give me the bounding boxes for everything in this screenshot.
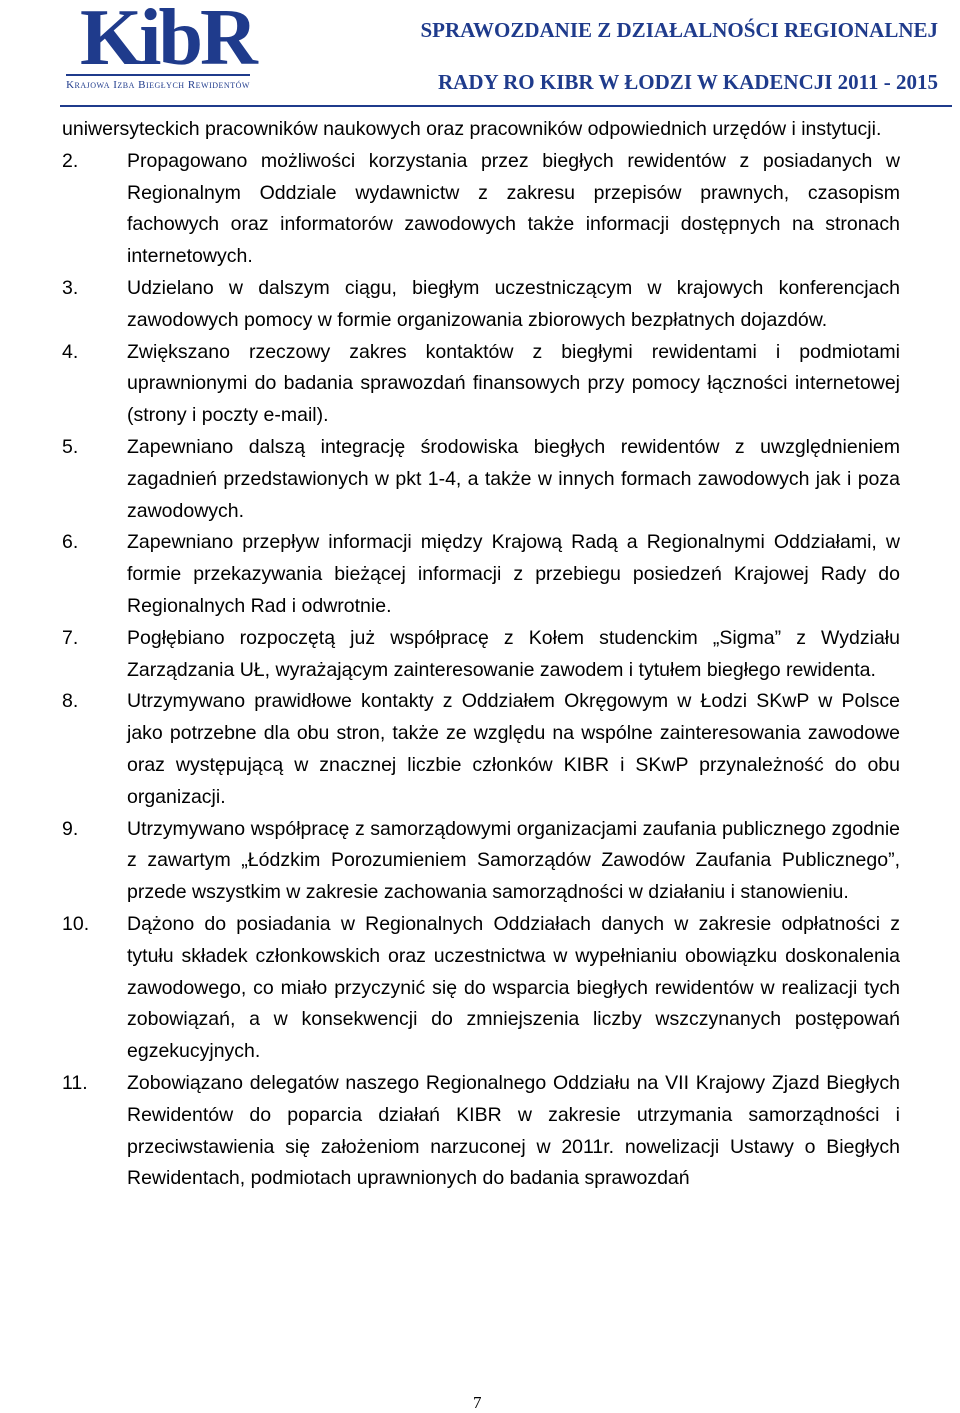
list-item-number: 3. <box>62 276 79 299</box>
list-item <box>62 814 900 909</box>
list-item-text: Udzielano w dalszym ciągu, biegłym uczestniczącym w krajowych konferencjach zawodowych pomocy w formie organizowania zbiorowych bezpłatnych dojazdów. <box>127 276 900 331</box>
list-item-number: 2. <box>62 149 79 172</box>
list-item <box>62 1068 900 1195</box>
list-item <box>62 146 900 273</box>
list-item-number: 9. <box>62 817 79 840</box>
list-item-text: Utrzymywano współpracę z samorządowymi organizacjami zaufania publicznego zgodnie z zawartym „Łódzkim Porozumieniem Samorządów Zawodów Zaufania Publicznego”, przede wszystkim w zakresie zachowania samorządności w działaniu i stanowieniu. <box>127 817 900 904</box>
list-item <box>62 686 900 813</box>
list-item <box>62 909 900 1068</box>
list-item-text: Zwiększano rzeczowy zakres kontaktów z biegłymi rewidentami i podmiotami uprawnionymi do badania sprawozdań finansowych przy pomocy łączności internetowej (strony i poczty e-mail). <box>127 340 900 427</box>
list-item-text: Utrzymywano prawidłowe kontakty z Oddziałem Okręgowym w Łodzi SKwP w Polsce jako potrzebne dla obu stron, także ze względu na wspólne zainteresowania zawodowe oraz występującą w znacznej liczbie członków KIBR i SKwP przynależność do obu organizacji. <box>127 690 900 808</box>
list-item <box>62 623 900 687</box>
logo-wordmark: KibR <box>80 0 255 82</box>
list-item-number: 11. <box>62 1071 88 1094</box>
intro-paragraph: uniwersyteckich pracowników naukowych oraz pracowników odpowiednich urzędów i instytucji. <box>62 118 882 140</box>
list-item-number: 5. <box>62 435 79 458</box>
list-item <box>62 432 900 527</box>
list-item-number: 10. <box>62 912 90 935</box>
list-item-number: 4. <box>62 340 79 363</box>
report-title: SPRAWOZDANIE Z DZIAŁALNOŚCI REGIONALNEJ <box>420 18 938 42</box>
header-divider <box>60 105 952 107</box>
list-item-text: Dążono do posiadania w Regionalnych Oddziałach danych w zakresie odpłatności z tytułu składek członkowskich oraz uczestnictwa w wypełnianiu obowiązku doskonalenia zawodowego, co miało przyczynić się do wsparcia biegłych rewidentów w realizacji tych zobowiązań, a w konsekwencji do zmniejszenia liczby wszczynanych postępowań egzekucyjnych. <box>127 912 900 1063</box>
numbered-list <box>62 146 900 1195</box>
list-item <box>62 527 900 622</box>
logo-subtitle: Krajowa Izba Biegłych Rewidentów <box>66 74 250 94</box>
report-subtitle: RADY RO KIBR W ŁODZI W KADENCJI 2011 - 2015 <box>438 70 938 94</box>
kibr-logo <box>62 0 255 96</box>
list-item <box>62 273 900 337</box>
list-item-number: 8. <box>62 690 79 713</box>
list-item-number: 7. <box>62 626 79 649</box>
list-item-number: 6. <box>62 531 79 554</box>
list-item-text: Propagowano możliwości korzystania przez biegłych rewidentów z posiadanych w Regionalnym Oddziale wydawnictw z zakresu przepisów prawnych, czasopism fachowych oraz informatorów zawodowych także informacji dostępnych na stronach internetowych. <box>127 149 900 268</box>
page-number: 7 <box>473 1393 482 1412</box>
list-item-text: Zapewniano dalszą integrację środowiska biegłych rewidentów z uwzględnieniem zagadnień przedstawionych w pkt 1-4, a także w innych formach zawodowych jak i poza zawodowych. <box>127 435 900 522</box>
page-header <box>0 0 960 112</box>
list-item-text: Zapewniano przepływ informacji między Krajową Radą a Regionalnymi Oddziałami, w formie przekazywania bieżącej informacji z przebiegu posiedzeń Krajowej Rady do Regionalnych Rad i odwrotnie. <box>127 531 900 617</box>
list-item-text: Zobowiązano delegatów naszego Regionalnego Oddziału na VII Krajowy Zjazd Biegłych Rewidentów do poparcia działań KIBR w zakresie utrzymania samorządności i przeciwstawienia się założeniom narzuconej w 2011r. nowelizacji Ustawy o Biegłych Rewidentach, podmiotach uprawnionych do badania sprawozdań <box>127 1071 900 1190</box>
document-body <box>62 114 900 1195</box>
list-item-text: Pogłębiano rozpoczętą już współpracę z Kołem studenckim „Sigma” z Wydziału Zarządzania UŁ, wyrażającym zainteresowanie zawodem i tytułem biegłego rewidenta. <box>127 626 900 681</box>
list-item <box>62 337 900 432</box>
